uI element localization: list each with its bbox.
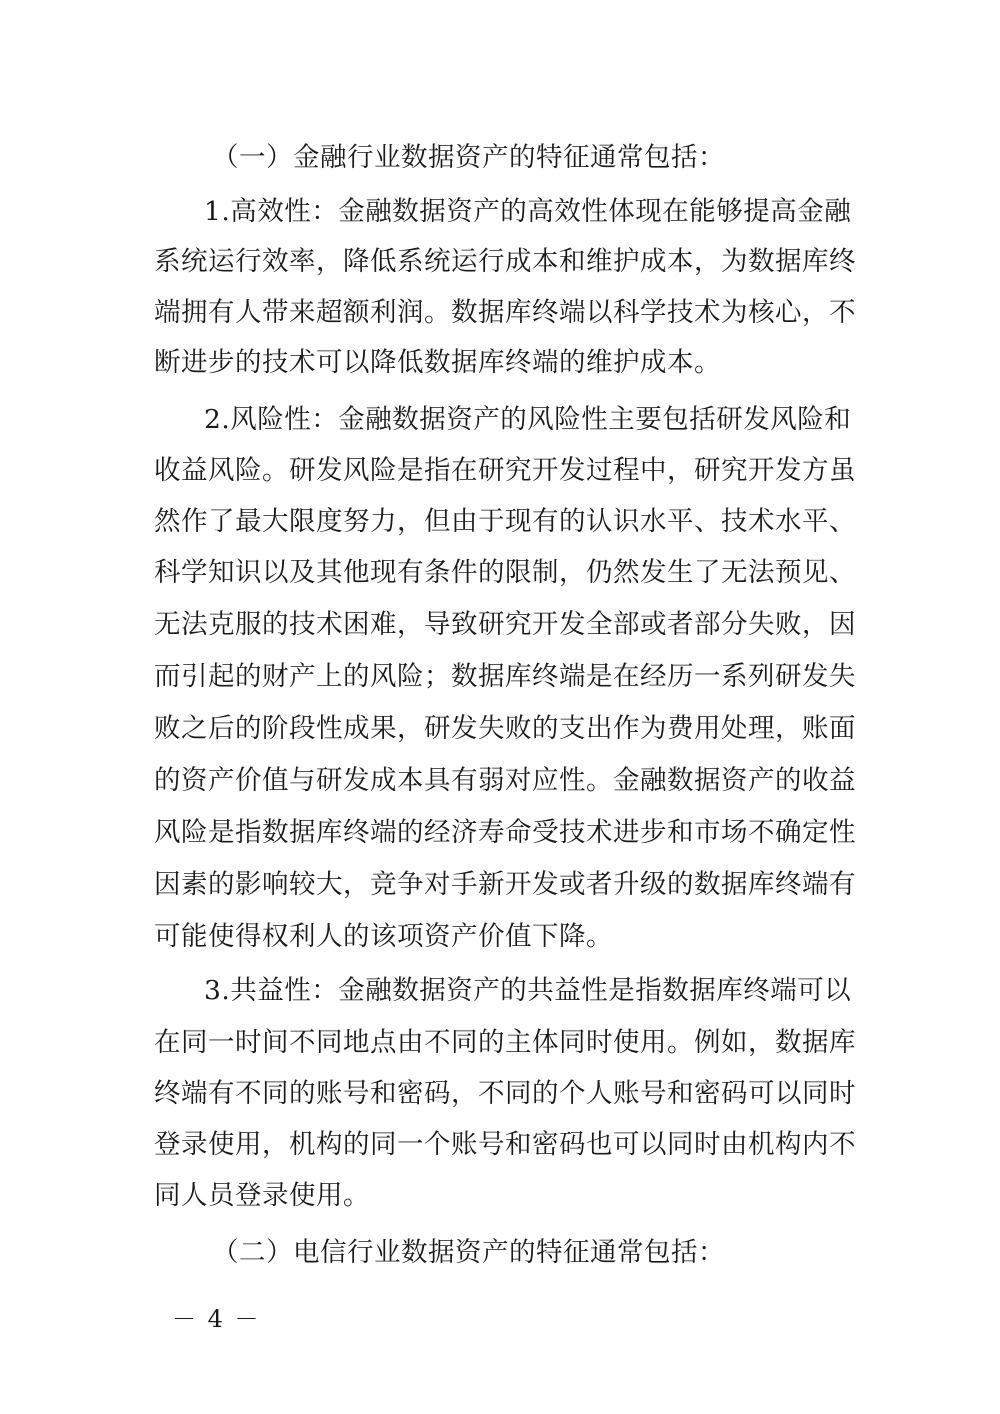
paragraph-line: 终端有不同的账号和密码，不同的个人账号和密码可以同时	[154, 1078, 856, 1109]
paragraph-line: 然作了最大限度努力，但由于现有的认识水平、技术水平、	[154, 506, 856, 537]
paragraph-line: 可能使得权利人的该项资产价值下降。	[154, 921, 613, 952]
paragraph-line: 端拥有人带来超额利润。数据库终端以科学技术为核心，不	[154, 297, 856, 328]
page-number: － 4 －	[172, 1305, 261, 1333]
paragraph-line: 同人员登录使用。	[154, 1180, 370, 1211]
paragraph-line: 系统运行效率，降低系统运行成本和维护成本，为数据库终	[154, 246, 856, 277]
paragraph-line: 3.共益性：金融数据资产的共益性是指数据库终端可以	[204, 975, 852, 1006]
paragraph-line: 败之后的阶段性成果，研发失败的支出作为费用处理，账面	[154, 713, 856, 744]
paragraph-line: 登录使用，机构的同一个账号和密码也可以同时由机构内不	[154, 1129, 856, 1160]
paragraph-line: 2.风险性：金融数据资产的风险性主要包括研发风险和	[204, 404, 852, 435]
paragraph-line: 因素的影响较大，竞争对手新开发或者升级的数据库终端有	[154, 869, 856, 900]
section-heading-finance: （一）金融行业数据资产的特征通常包括：	[212, 142, 725, 173]
paragraph-line: 风险是指数据库终端的经济寿命受技术进步和市场不确定性	[154, 817, 856, 848]
section-heading-telecom: （二）电信行业数据资产的特征通常包括：	[212, 1237, 725, 1268]
paragraph-line: 断进步的技术可以降低数据库终端的维护成本。	[154, 347, 721, 378]
paragraph-line: 收益风险。研发风险是指在研究开发过程中，研究开发方虽	[154, 455, 856, 486]
paragraph-line: 科学知识以及其他现有条件的限制，仍然发生了无法预见、	[154, 557, 856, 588]
paragraph-line: 1.高效性：金融数据资产的高效性体现在能够提高金融	[204, 196, 852, 227]
paragraph-line: 的资产价值与研发成本具有弱对应性。金融数据资产的收益	[154, 765, 856, 796]
paragraph-line: 而引起的财产上的风险；数据库终端是在经历一系列研发失	[154, 661, 856, 692]
paragraph-line: 在同一时间不同地点由不同的主体同时使用。例如，数据库	[154, 1027, 856, 1058]
paragraph-line: 无法克服的技术困难，导致研究开发全部或者部分失败，因	[154, 609, 856, 640]
